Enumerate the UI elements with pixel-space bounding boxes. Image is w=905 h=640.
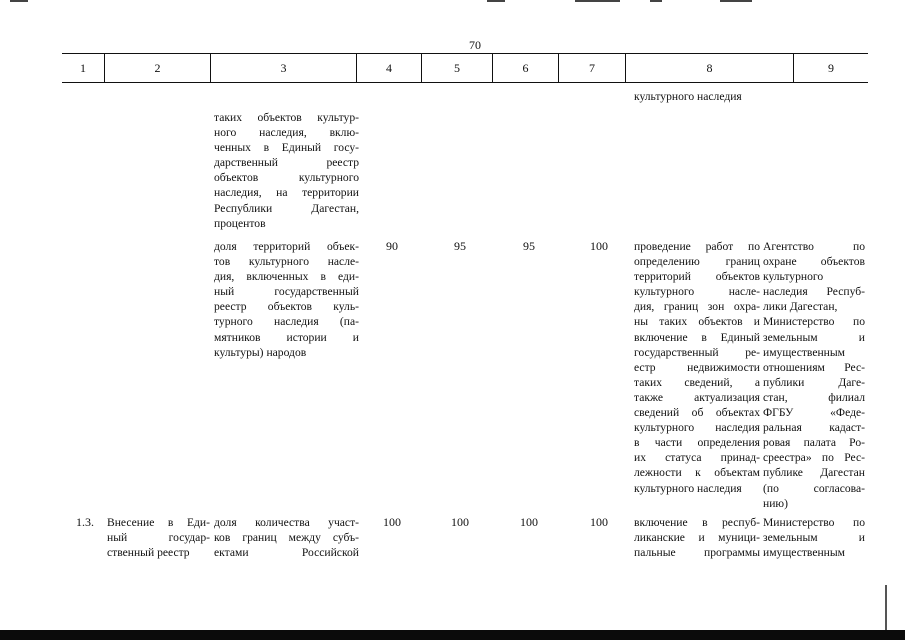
text-line: турного наследия (па- [214,315,359,329]
text-line: государственный ре- [634,345,760,359]
scan-artifact-top-1 [487,0,505,2]
text-line: наследия Респуб- [763,285,865,299]
row-c-value-col7: 100 [590,515,608,529]
text-line: нию) [763,496,788,510]
text-line: их статуса принад- [634,451,760,465]
text-line: сведений об объектах [634,406,760,420]
text-line: дия, включенных в еди- [214,270,359,284]
text-line: ликанские и муници- [634,531,760,545]
table-header-row [62,53,868,83]
scan-artifact-edge [885,585,887,630]
text-line: публики Даге- [763,375,865,389]
text-line: определению границ [634,255,760,269]
text-line: среестра» по Рес- [763,451,865,465]
text-line: в части определения [634,436,760,450]
header-cell-2: 2 [105,54,211,82]
row-b-value-col4: 90 [386,239,398,253]
text-line: доля территорий объек- [214,240,359,253]
row-c-measure-text [107,515,210,560]
text-line: таких объектов культур- [214,111,359,124]
scan-artifact-top-left [10,0,28,2]
text-line: реестр объектов куль- [214,300,359,314]
text-line: ный государственный [214,285,359,299]
scan-artifact-top-4 [720,0,752,2]
text-line: дарственный реестр [214,156,359,170]
header-cell-8: 8 [626,54,794,82]
row-a-indicator-text [214,110,359,231]
row-b-value-col7: 100 [590,239,608,253]
text-line: объектов культурного [214,171,359,185]
text-line: Министерство по [763,315,865,329]
text-line: ектами Российской [214,546,359,560]
row-c-value-col6: 100 [520,515,538,529]
text-line: культурного наследия [634,481,742,495]
text-line: Внесение в Еди- [107,516,210,529]
text-line: культурного насле- [634,285,760,299]
text-line: имущественным [763,546,845,560]
scan-artifact-bottom [0,630,905,640]
text-line: включение в респуб- [634,516,760,529]
text-line: имущественным [763,345,845,359]
text-line: ного наследия, вклю- [214,126,359,140]
text-line: публике Дагестан [763,466,865,480]
page-number: 70 [469,38,481,52]
text-line: культурного наследия [634,421,760,435]
text-line: охране объектов [763,255,865,269]
text-line: ральная кадаст- [763,421,865,435]
text-line: дия, границ зон охра- [634,300,760,314]
text-line: ровая палата Ро- [763,436,865,450]
row-c-responsible-text [763,515,865,560]
text-line: доля количества участ- [214,516,359,529]
row-c-indicator-text [214,515,359,560]
header-cell-6: 6 [493,54,559,82]
text-line: Министерство по [763,516,865,529]
text-line: ны таких объектов и [634,315,760,329]
row-b-value-col5: 95 [454,239,466,253]
text-line: естр недвижимости [634,360,760,374]
text-line: процентов [214,216,266,230]
text-line: ченных в Единый госу- [214,141,359,155]
row-b-responsible-text [763,239,865,511]
row-b-indicator-text [214,239,359,360]
row-c-value-col5: 100 [451,515,469,529]
text-line: земельным и [763,330,865,344]
text-line: пальные программы [634,546,760,560]
header-cell-7: 7 [559,54,626,82]
text-line: культурного [763,270,824,284]
text-line: таких сведений, а [634,375,760,389]
continuation-col8 [634,89,760,104]
header-cell-9: 9 [828,61,834,75]
text-line: лики Дагестан, [763,300,838,314]
text-line: стан, филиал [763,390,865,404]
text-line: культуры) народов [214,345,307,359]
text-line: ственный реестр [107,546,190,560]
text-line: наследия, на территории [214,186,359,200]
text-line: Агентство по [763,240,865,253]
header-cell-5: 5 [422,54,493,82]
row-c-number: 1.3. [76,515,94,529]
text-line: культурного наследия [634,90,742,103]
text-line: лежности к объектам [634,466,760,480]
text-line: ФГБУ «Феде- [763,406,865,420]
row-b-value-col6: 95 [523,239,535,253]
text-line: также актуализация [634,390,760,404]
text-line: мятников истории и [214,330,359,344]
row-c-activity-text [634,515,760,560]
text-line: территорий объектов [634,270,760,284]
header-cell-1: 1 [62,54,105,82]
text-line: включение в Единый [634,330,760,344]
text-line: земельным и [763,531,865,545]
header-cell-4: 4 [357,54,422,82]
row-b-activity-text [634,239,760,496]
text-line: ный государ- [107,531,210,545]
text-line: (по согласова- [763,481,865,495]
scan-artifact-top-2 [575,0,620,2]
row-c-value-col4: 100 [383,515,401,529]
text-line: тов культурного насле- [214,255,359,269]
text-line: отношениям Рес- [763,360,865,374]
text-line: ков границ между субъ- [214,531,359,545]
header-cell-3: 3 [211,54,357,82]
scan-artifact-top-3 [650,0,662,2]
text-line: проведение работ по [634,240,760,253]
text-line: Республики Дагестан, [214,201,359,215]
